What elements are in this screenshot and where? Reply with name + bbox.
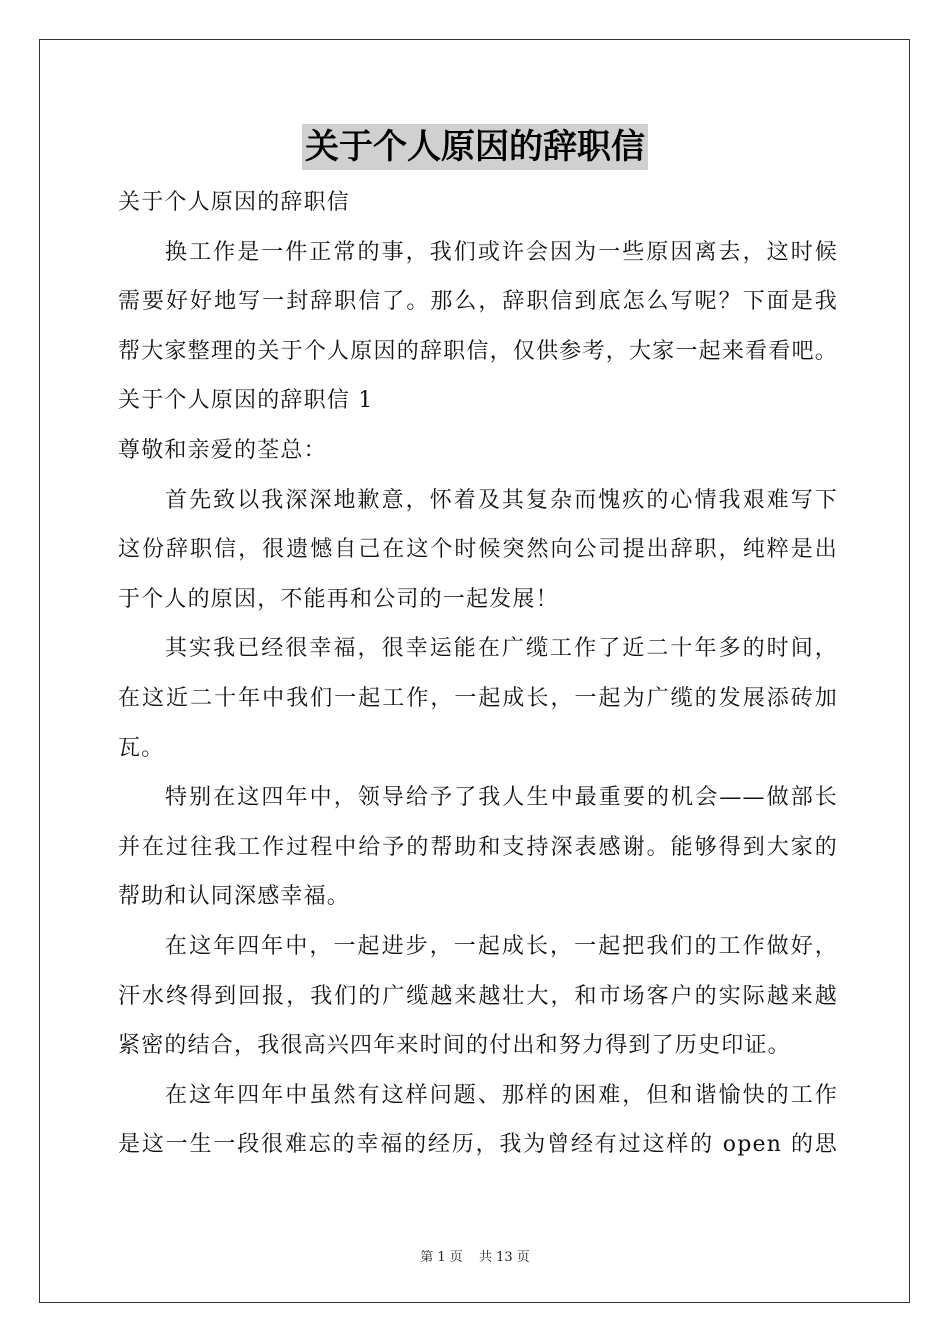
document-body	[118, 178, 838, 1170]
text-line: 帮大家整理的关于个人原因的辞职信，仅供参考，大家一起来看看吧。	[118, 338, 838, 364]
text-line: 这份辞职信，很遗憾自己在这个时候突然向公司提出辞职，纯粹是出	[118, 537, 838, 563]
text-line: 帮助和认同深感幸福。	[118, 884, 351, 910]
page-number: 第 1 页	[420, 1250, 463, 1265]
text-line: 瓦。	[118, 735, 165, 761]
page-total: 共 13 页	[478, 1250, 530, 1265]
document-title: 关于个人原因的辞职信	[302, 124, 648, 170]
text-line: 于个人的原因，不能再和公司的一起发展！	[118, 586, 559, 612]
text-line: 需要好好地写一封辞职信了。那么，辞职信到底怎么写呢？下面是我	[118, 289, 838, 315]
text-line: 特别在这四年中，领导给予了我人生中最重要的机会——做部长	[165, 785, 838, 811]
text-line: 换工作是一件正常的事，我们或许会因为一些原因离去，这时候	[165, 239, 838, 265]
text-line: 首先致以我深深地歉意，怀着及其复杂而愧疚的心情我艰难写下	[165, 487, 838, 513]
text-line: 在这年四年中虽然有这样问题、那样的困难，但和谐愉快的工作	[165, 1082, 838, 1108]
text-line: 关于个人原因的辞职信 1	[118, 388, 374, 414]
text-line: 是这一生一段很难忘的幸福的经历，我为曾经有过这样的 open 的思	[118, 1132, 838, 1158]
title-container	[0, 124, 950, 170]
text-line: 并在过往我工作过程中给予的帮助和支持深表感谢。能够得到大家的	[118, 834, 838, 860]
text-line: 汗水终得到回报，我们的广缆越来越壮大，和市场客户的实际越来越	[118, 983, 838, 1009]
text-line: 关于个人原因的辞职信	[118, 190, 351, 215]
text-line: 在这近二十年中我们一起工作，一起成长，一起为广缆的发展添砖加	[118, 685, 838, 711]
text-line: 尊敬和亲爱的荃总：	[118, 437, 327, 463]
text-line: 紧密的结合，我很高兴四年来时间的付出和努力得到了历史印证。	[118, 1033, 791, 1059]
text-line: 在这年四年中，一起进步，一起成长，一起把我们的工作做好，	[165, 933, 838, 959]
page-footer	[0, 1246, 950, 1265]
text-line: 其实我已经很幸福，很幸运能在广缆工作了近二十年多的时间，	[165, 636, 838, 662]
